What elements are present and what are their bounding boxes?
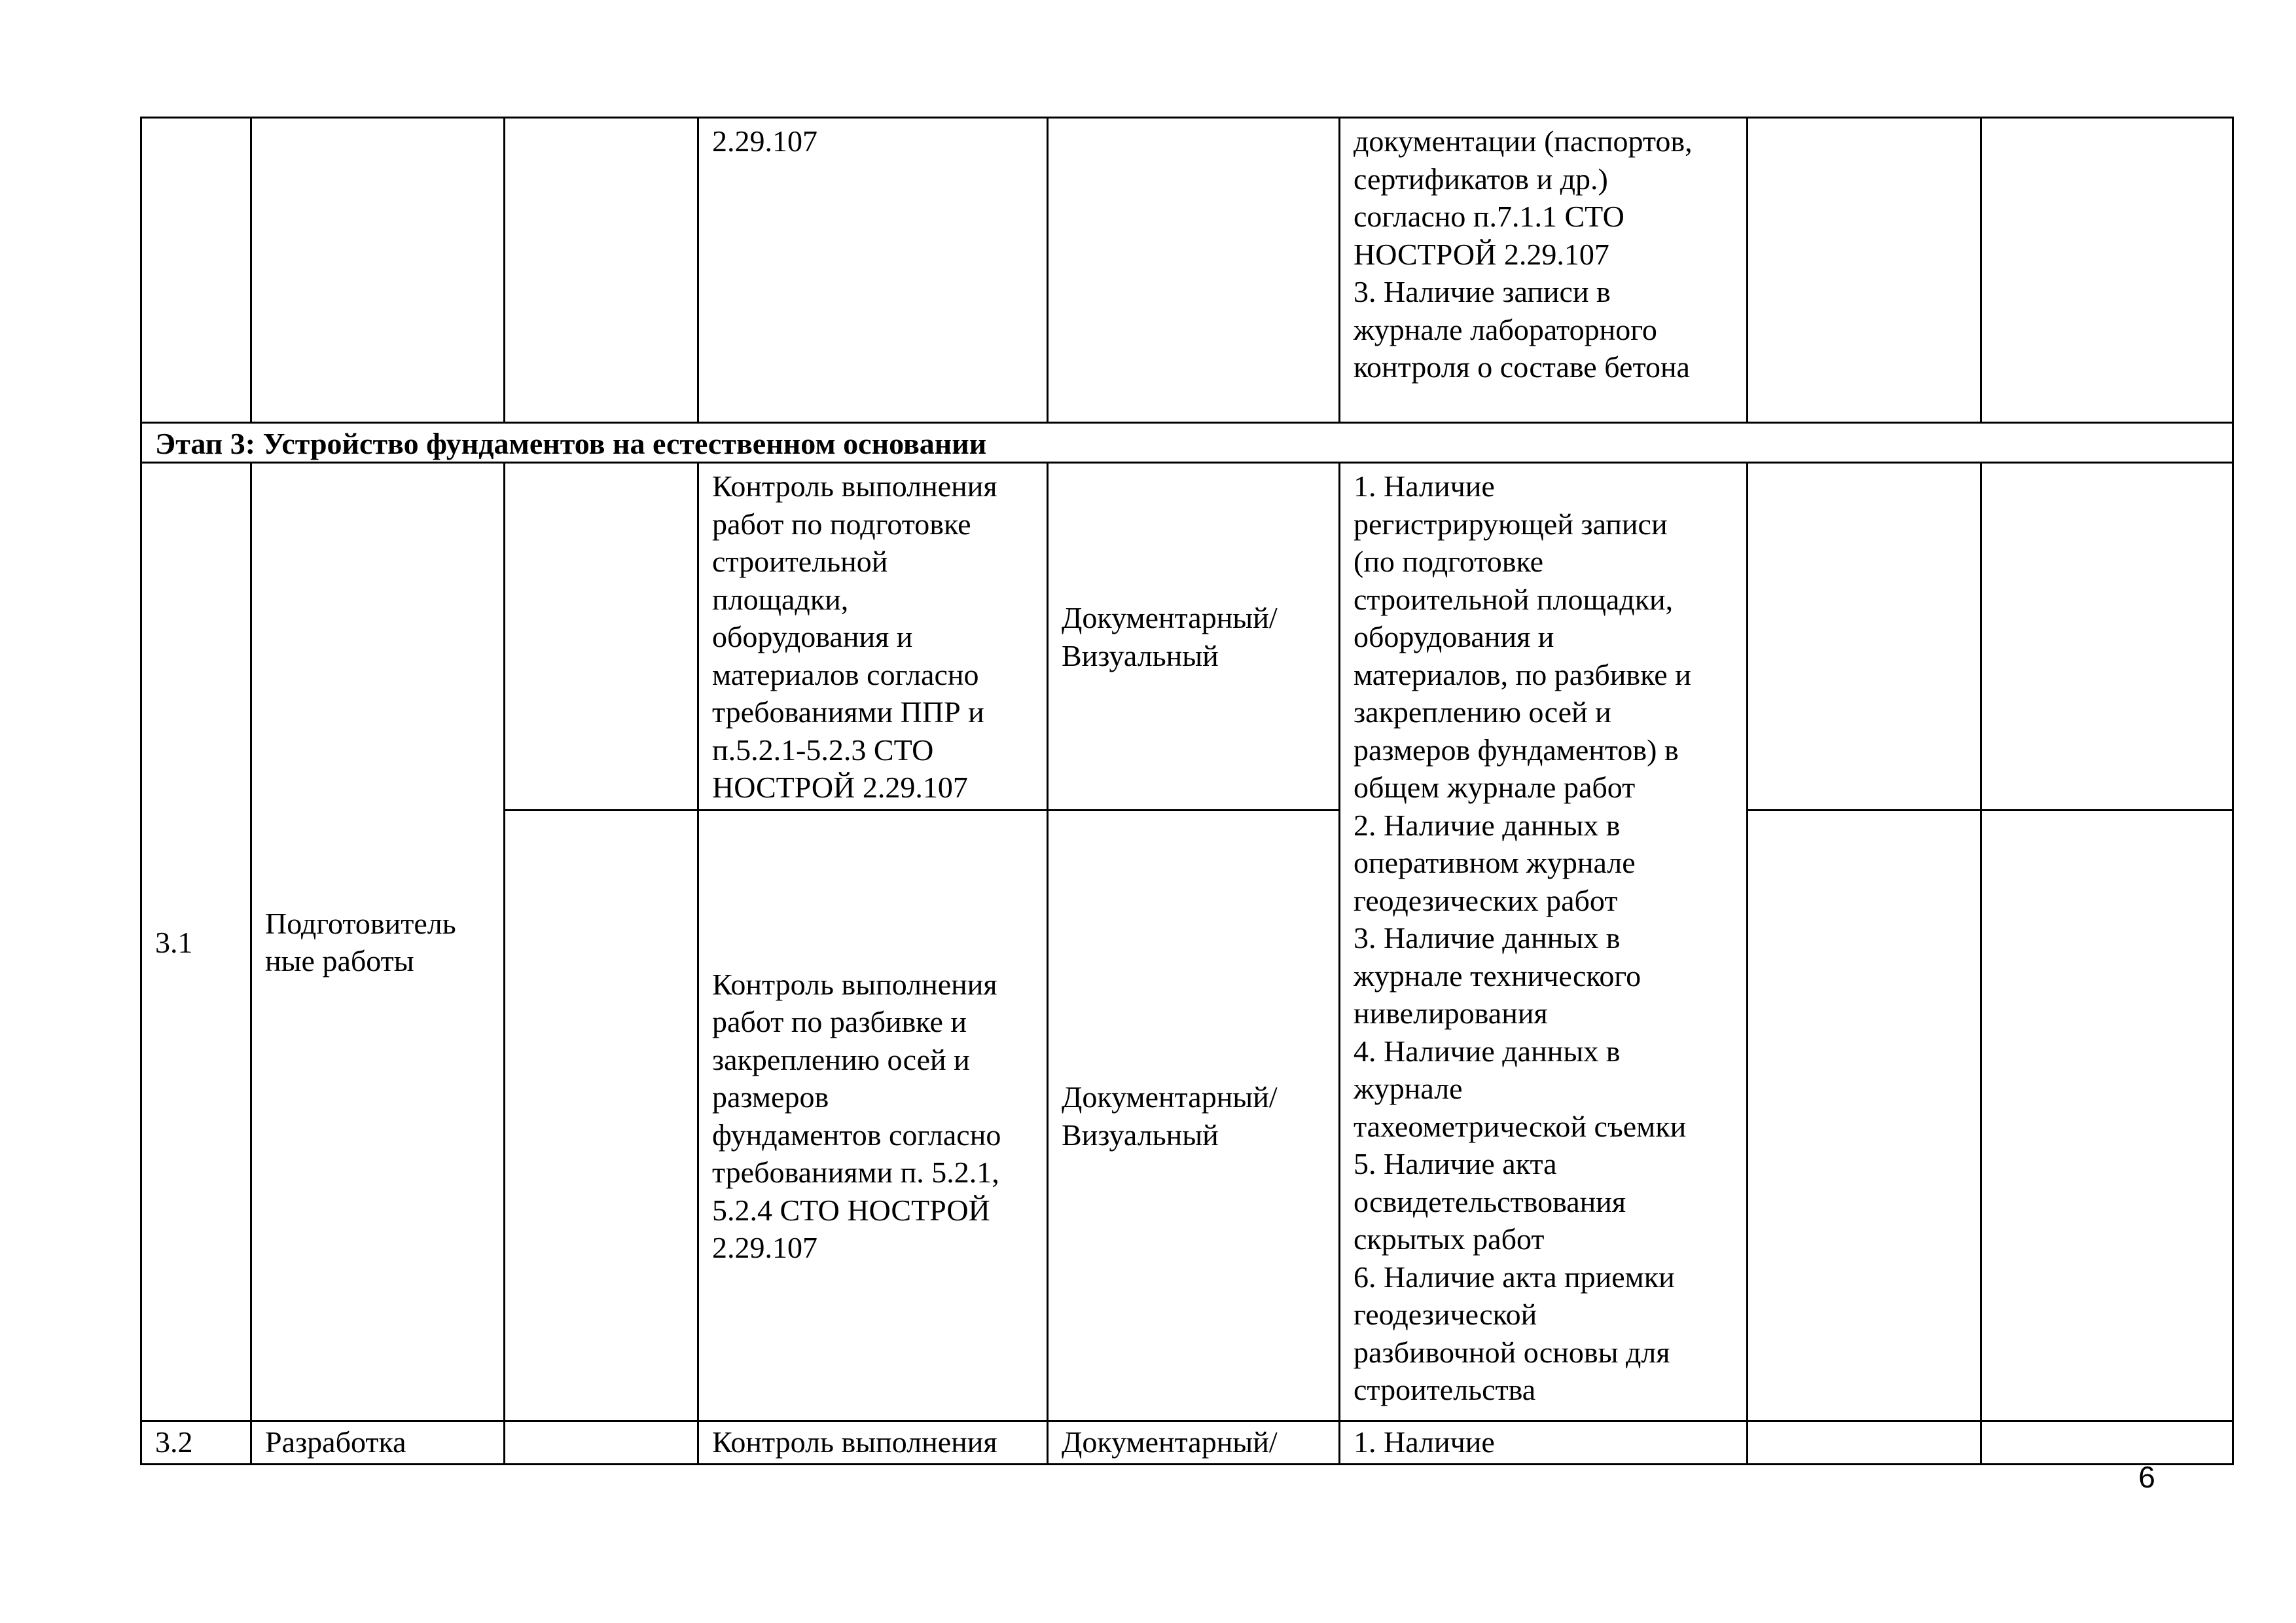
- cell-method: Документарный/: [1048, 1421, 1340, 1465]
- cell-evidence: документации (паспортов, сертификатов и др.) согласно п.7.1.1 СТО НОСТРОЙ 2.29.107 3. Наличие записи в журнале лабораторного контроля о составе бетона: [1340, 118, 1748, 423]
- page-number: 6: [2138, 1460, 2155, 1494]
- cell-work-name: Разработка: [251, 1421, 505, 1465]
- cell-empty: [505, 1421, 698, 1465]
- cell-empty: [505, 810, 698, 1421]
- cell-empty: [1981, 1421, 2233, 1465]
- cell-method: [1048, 118, 1340, 423]
- cell-number: 3.1: [141, 463, 251, 1421]
- cell-number: [141, 118, 251, 423]
- cell-control: Контроль выполнения: [698, 1421, 1048, 1465]
- cell-evidence: 1. Наличие: [1340, 1421, 1748, 1465]
- cell-norm-ref: 2.29.107: [698, 118, 1048, 423]
- cell-empty: [1748, 1421, 1981, 1465]
- table-row-continuation: [141, 118, 2233, 423]
- table-row-3-1-a: [141, 463, 2233, 811]
- cell-number: 3.2: [141, 1421, 251, 1465]
- cell-control: Контроль выполнения работ по разбивке и закреплению осей и размеров фундаментов согласно требованиями п. 5.2.1, 5.2.4 СТО НОСТРОЙ 2.29.107: [698, 810, 1048, 1421]
- cell-evidence: 1. Наличие регистрирующей записи (по подготовке строительной площадки, оборудования и материалов, по разбивке и закреплению осей и размеров фундаментов) в общем журнале работ 2. Наличие данных в оперативном журнале геодезических работ 3. Наличие данных в журнале технического нивелирования 4. Наличие данных в журнале тахеометрической съемки 5. Наличие акта освидетельствования скрытых работ 6. Наличие акта приемки геодезической разбивочной основы для строительства: [1340, 463, 1748, 1421]
- cell-control: Контроль выполнения работ по подготовке строительной площадки, оборудования и материалов согласно требованиями ППР и п.5.2.1-5.2.3 СТО НОСТРОЙ 2.29.107: [698, 463, 1048, 811]
- cell-empty: [1981, 118, 2233, 423]
- cell-work-name: [251, 118, 505, 423]
- stage-title: Этап 3: Устройство фундаментов на естественном основании: [141, 423, 2233, 463]
- cell-empty: [1981, 463, 2233, 811]
- inspection-table: [140, 117, 2234, 1465]
- cell-empty: [1748, 463, 1981, 811]
- cell-empty: [505, 463, 698, 811]
- cell-empty: [1748, 810, 1981, 1421]
- table-row-3-2: [141, 1421, 2233, 1465]
- stage-header-row: [141, 423, 2233, 463]
- cell-empty: [1748, 118, 1981, 423]
- cell-empty: [1981, 810, 2233, 1421]
- cell-method: Документарный/ Визуальный: [1048, 463, 1340, 811]
- cell-work-name: Подготовитель ные работы: [251, 463, 505, 1421]
- cell-empty: [505, 118, 698, 423]
- cell-method: Документарный/ Визуальный: [1048, 810, 1340, 1421]
